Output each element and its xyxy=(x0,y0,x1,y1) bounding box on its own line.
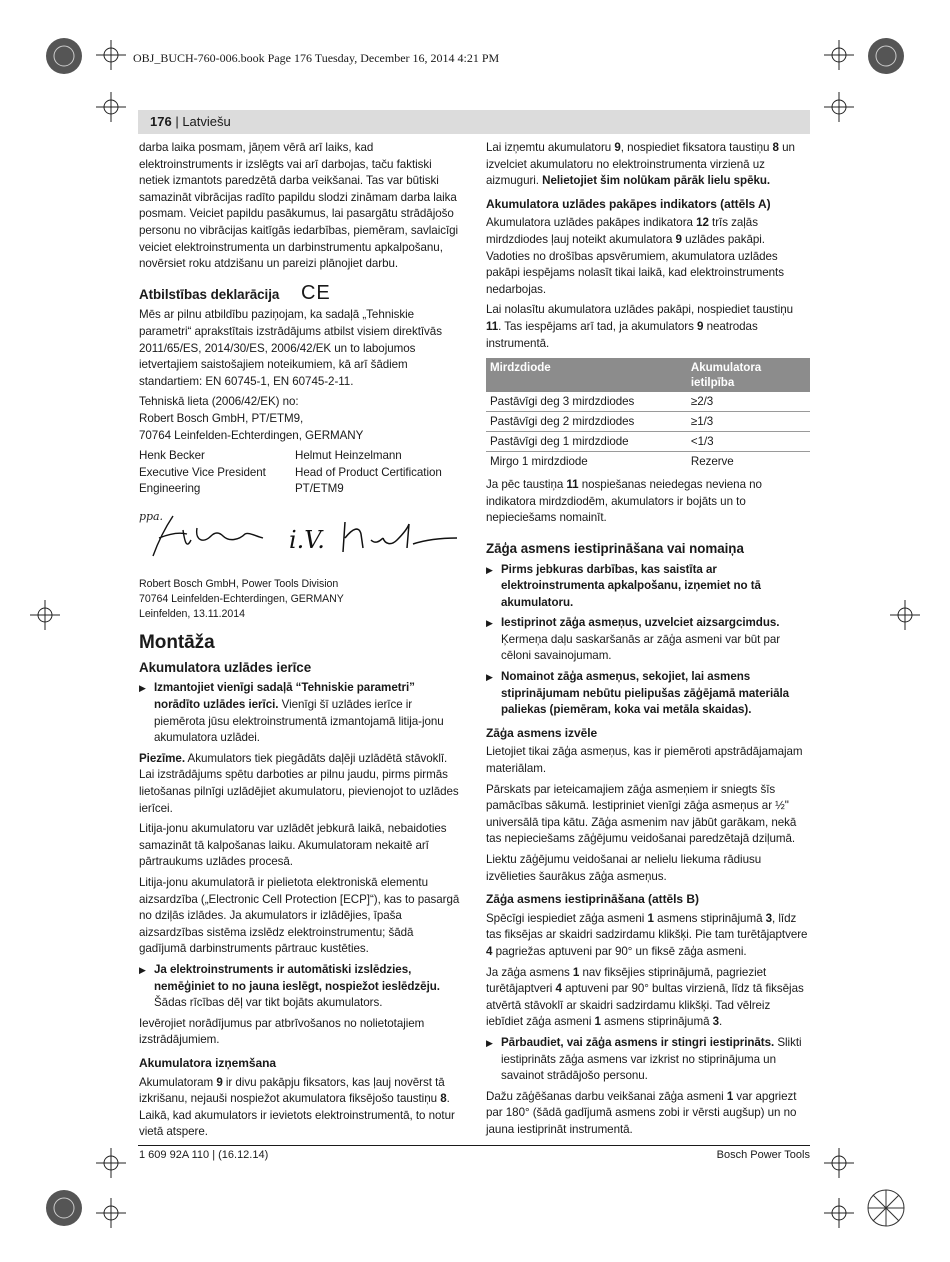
bullet-remove-battery xyxy=(486,562,810,612)
signatory-dept: PT/ETM9 xyxy=(295,482,344,496)
crosshair-mark-icon xyxy=(824,40,854,70)
heading-mount: Zāģa asmens iestiprināšana (attēls B) xyxy=(486,892,699,907)
paragraph-mount-2 xyxy=(486,965,810,1031)
heading-select: Zāģa asmens izvēle xyxy=(486,725,598,740)
signatory-title: Head of Product Certification xyxy=(295,465,442,479)
table-row xyxy=(486,432,810,452)
paragraph-declaration: Mēs ar pilnu atbildību paziņojam, ka sadaļā „Tehniskie parametri“ aprakstītais izstrādājums atbilst visiem direktīvās 2011/65/ES, 2014/30/ES, 2006/42/EK un to labojumos ietvertajiem saistošajiem noteikumiem, kā arī šādiem standartiem: EN 60745-1, EN 60745-2-11. xyxy=(139,308,442,388)
text: . xyxy=(719,1015,723,1029)
bullet-bold: Pirms jebkuras darbības, kas saistīta ar elektroinstrumenta apkalpošanu, izņemiet no tā akumulatoru. xyxy=(501,562,761,609)
paragraph-select-3: Liektu zāģējumu veidošanai ar nelielu liekuma rādiusu izvēlieties šaurākus zāģa asmeņus. xyxy=(486,853,762,883)
ref-number: 4 xyxy=(555,982,562,996)
company-line: Robert Bosch GmbH, Power Tools Division xyxy=(139,578,339,591)
bullet-text: Ķermeņa daļu saskaršanās ar zāģa asmeni var būt par cēloni savainojumam. xyxy=(501,632,781,663)
text: nav fiksējies stiprinājumā, pagrieziet turētājaptveri xyxy=(486,965,767,996)
declaration-title: Atbilstības deklarācija xyxy=(139,286,280,302)
text: . Laikā, kad akumulators ir ievietots elektroinstrumentā, to notur vietā atspere. xyxy=(139,1092,455,1139)
signatory-title: Executive Vice President xyxy=(139,465,266,479)
ref-number: 1 xyxy=(647,911,654,925)
company-address xyxy=(139,577,463,621)
column-header: Akumulatora ietilpība xyxy=(687,358,810,392)
signature-iv: i.V. xyxy=(289,525,325,554)
text: . Tas iespējams arī tad, ja akumulators xyxy=(498,319,697,333)
page-number: 176 xyxy=(150,114,172,129)
registration-mark-icon xyxy=(866,36,906,76)
table-cell: Rezerve xyxy=(690,455,734,469)
ref-number: 1 xyxy=(594,1015,601,1029)
ce-mark-icon: CE xyxy=(300,281,331,304)
print-file-info: OBJ_BUCH-760-006.book Page 176 Tuesday, December 16, 2014 4:21 PM xyxy=(133,51,500,65)
text: nospiešanas neiedegas neviena no indikatora mirdzdiodēm, akumulators ir bojāts un to nepieciešams nomainīt. xyxy=(486,478,762,525)
signatory-right xyxy=(295,448,451,498)
text: var apgriezt par 180° (šādā gadījumā asmens zobi ir vērsti augšup) un no jauna iestiprināt instrumentā. xyxy=(486,1089,797,1136)
bullet-text: Šādas rīcības dēļ var tikt bojāts akumulators. xyxy=(154,996,383,1010)
text: asmens stiprinājumā xyxy=(600,1015,713,1029)
table-row xyxy=(486,392,810,412)
signatory-dept: Engineering xyxy=(139,482,201,496)
text: Ja zāģa asmens xyxy=(486,965,573,979)
registration-mark-icon xyxy=(44,1188,84,1228)
header-text xyxy=(150,114,231,129)
paragraph-note xyxy=(139,751,463,817)
registration-mark-icon xyxy=(44,36,84,76)
footer-doc-number: 1 609 92A 110 | (16.12.14) xyxy=(139,1149,269,1161)
text: aptuveni par 90° bultas virzienā, līdz tā fiksējas atvērtā stāvoklī ar skaidri sadzirdamu klikšķi. Tad vēlreiz iebīdiet zāģa asmeni xyxy=(486,982,804,1029)
text: asmens stiprinājumā xyxy=(653,911,766,925)
paragraph-disposal: Ievērojiet norādījumus par atbrīvošanos no nolietotajiem izstrādājumiem. xyxy=(139,1016,425,1047)
header-separator: | xyxy=(171,114,183,129)
heading-montaza: Montāža xyxy=(139,632,215,654)
tech-file-line: 70764 Leinfelden-Echterdingen, GERMANY xyxy=(139,428,364,442)
ref-number: 11 xyxy=(486,319,499,333)
paragraph-removal xyxy=(139,1075,463,1141)
text: uzlādes pakāpi. Vadoties no drošības apsvērumiem, akumulatora uzlādes pakāpi iespējams nolasīt tikai laikā, kad elektroinstruments nedarbojas. xyxy=(486,232,784,296)
starburst-mark-icon xyxy=(866,1188,906,1228)
signatories xyxy=(139,448,463,498)
text: Dažu zāģēšanas darbu veikšanai zāģa asmeni xyxy=(486,1089,727,1103)
table-cell: Pastāvīgi deg 2 mirdzdiodes xyxy=(486,412,687,432)
footer-brand: Bosch Power Tools xyxy=(716,1149,810,1161)
charge-indicator-table xyxy=(486,358,810,471)
text: ir divu pakāpju fiksators, kas ļauj novērst tā izkrišanu, nejauši nospiežot akumulatora fiksējošo taustiņu xyxy=(139,1075,445,1106)
text: pagriežas aptuveni par 90° un fiksē zāģa asmeni. xyxy=(492,944,747,958)
ref-number: 9 xyxy=(614,141,621,154)
right-column xyxy=(486,140,810,1143)
ref-number: 1 xyxy=(572,965,580,979)
bullet-text: Slikti iestiprināts zāģa asmens var izkrist no stiprinājuma un savainot strādājošo personu. xyxy=(501,1035,802,1083)
ref-number: 1 xyxy=(726,1089,734,1103)
tech-file xyxy=(139,394,463,444)
table-cell: ≥2/3 xyxy=(687,392,810,412)
table-cell: ≥1/3 xyxy=(687,412,810,432)
signature-ppa: ppa. xyxy=(139,509,163,523)
text: , nospiediet fiksatora taustiņu xyxy=(620,141,773,154)
paragraph-mount-1 xyxy=(486,911,810,961)
text: neatrodas instrumentā. xyxy=(486,319,758,350)
footer-rule xyxy=(138,1145,810,1146)
crosshair-mark-icon xyxy=(30,600,60,630)
crosshair-mark-icon xyxy=(96,1198,126,1228)
bullet-check-blade xyxy=(486,1035,810,1085)
text: Lai izņemtu akumulatoru xyxy=(486,141,615,154)
text: , līdz tas fiksējas ar skaidri sadzirdamu klikšķi. Pie tam turētājaptvere xyxy=(486,911,808,942)
ref-number: 3 xyxy=(765,911,773,925)
paragraph-intro: darba laika posmam, jāņem vērā arī laiks, kad elektroinstruments ir izslēgts vai arī darbojas, taču faktiski netiek izmantots paredzētā darba veikšanai. Tas var būtiski samazināt vibrācijas radīto papildu slodzi zināmam darba laika posmam. Veiciet papildu pasākumus, lai pasargātu strādājošo personu no vibrācijas kaitīgās iedarbības, piemēram, savlaicīgi veiciet elektroinstrumenta un darbinstrumentu apkalpošanu, novērsiet roku atdzišanu un pareizi plānojiet darbu. xyxy=(139,141,459,271)
table-cell: Mirgo 1 mirdzdiode xyxy=(490,455,588,469)
left-column xyxy=(139,140,463,1145)
text: un izvelciet akumulatoru no elektroinstrumenta virzienā uz aizmuguri. xyxy=(486,141,795,188)
heading-removal: Akumulatora izņemšana xyxy=(139,1055,276,1070)
ref-number: 8 xyxy=(440,1092,447,1106)
ref-number: 9 xyxy=(697,319,704,333)
paragraph-remove-battery xyxy=(486,140,810,190)
crosshair-mark-icon xyxy=(96,40,126,70)
ref-number: 11 xyxy=(566,478,579,492)
table-cell: <1/3 xyxy=(687,432,810,452)
table-row xyxy=(486,452,810,472)
company-line: 70764 Leinfelden-Echterdingen, GERMANY xyxy=(139,593,344,606)
table-header-row xyxy=(486,358,810,392)
bullet-gloves xyxy=(486,615,810,665)
paragraph-indicator xyxy=(486,215,810,298)
bullet-bold: Iestiprinot zāģa asmeņus, uzvelciet aizsargcimdus. xyxy=(501,616,780,630)
ref-number: 8 xyxy=(772,141,779,154)
text: Akumulatoram xyxy=(139,1075,217,1089)
paragraph-liion-2: Litija-jonu akumulatorā ir pielietota elektroniskā elementu aizsardzība („Electronic Cell Protection [ECP]“), kas to pasargā no dziļās izlādes. Ja akumulators ir izlādējies, īpaša aizsardzības sistēma izslēdz elektroinstrumentu; šādā gadījumā darbinstruments pārtrauc kustēties. xyxy=(139,875,460,956)
signatory-name: Henk Becker xyxy=(139,449,205,463)
handwritten-signatures xyxy=(139,504,459,568)
signatory-name: Helmut Heinzelmann xyxy=(295,449,402,463)
heading-indicator: Akumulatora uzlādes pakāpes indikators (attēls A) xyxy=(486,196,771,211)
note-label: Piezīme. xyxy=(139,751,185,765)
paragraph-liion-1: Litija-jonu akumulatoru var uzlādēt jebkurā laikā, nebaidoties samazināt tā kalpošanas laiku. Akumulatoram nekaitē arī pārtraukums uzlādes procesā. xyxy=(139,822,447,869)
heading-declaration xyxy=(139,281,463,304)
ref-number: 9 xyxy=(675,232,682,246)
crosshair-mark-icon xyxy=(824,92,854,122)
ref-number: 4 xyxy=(486,944,493,958)
page-header xyxy=(138,110,810,134)
bullet-bold: Nomainot zāģa asmeņus, sekojiet, lai asmens stiprinājumam nebūtu pielipušas zāģējamā materiāla paliekas (piemēram, koka vai metāla skaidas). xyxy=(501,670,790,717)
text: Lai nolasītu akumulatora uzlādes pakāpi, nospiediet taustiņu xyxy=(486,303,794,317)
heading-blade: Zāģa asmens iestiprināšana vai nomaiņa xyxy=(486,540,744,556)
paragraph-select-2: Pārskats par ieteicamajiem zāģa asmeņiem ir sniegts šīs pamācības sākumā. Iestipriniet vienīgi zāģa asmeņus ar ½" universālā tipa kātu. Zāģa asmenim nav jābūt garākam, nekā tas nepieciešams zāģējumu veidošanai paredzētajā dziļumā. xyxy=(486,782,797,846)
ref-number: 12 xyxy=(696,216,709,230)
table-cell: Pastāvīgi deg 3 mirdzdiodes xyxy=(486,392,687,412)
paragraph-read-charge xyxy=(486,302,810,352)
bullet-charger xyxy=(139,680,463,746)
ref-number: 9 xyxy=(216,1075,223,1089)
tech-file-line: Tehniskā lieta (2006/42/EK) no: xyxy=(139,395,299,409)
bullet-bold: Pārbaudiet, vai zāģa asmens ir stingri iestiprināts. xyxy=(501,1035,775,1049)
text: Akumulatora uzlādes pakāpes indikatora xyxy=(486,216,697,230)
bullet-text: Vienīgi šī uzlādes ierīce ir piemērota jūsu elektroinstrumentā izmantojamā litija-jonu akumulatora uzlādei. xyxy=(154,698,444,745)
paragraph-select-1: Lietojiet tikai zāģa asmeņus, kas ir piemēroti apstrādājamajam materiālam. xyxy=(486,745,803,776)
crosshair-mark-icon xyxy=(96,92,126,122)
bullet-bold: Ja elektroinstruments ir automātiski izslēdzies, nemēģiniet to no jauna ieslēgt, nospiežot ieslēdzēju. xyxy=(154,962,440,993)
tech-file-line: Robert Bosch GmbH, PT/ETM9, xyxy=(139,411,304,425)
bullet-auto-off xyxy=(139,962,463,1012)
crosshair-mark-icon xyxy=(890,600,920,630)
header-language: Latviešu xyxy=(182,114,231,129)
signatory-left xyxy=(139,448,295,498)
note-text: Akumulators tiek piegādāts daļēji uzlādētā stāvoklī. Lai izstrādājums spētu darboties ar pilnu jaudu, pirms pirmās lietošanas pilnīgi uzlādējiet akumulatoru, pievienojot to uzlādes ierīcei. xyxy=(139,751,459,815)
paragraph-reverse-blade xyxy=(486,1089,810,1139)
bullet-bold: Izmantojiet vienīgi sadaļā “Tehniskie parametri” norādīto uzlādes ierīci. xyxy=(154,681,415,712)
bullet-clean-holder xyxy=(486,669,810,719)
text: Spēcīgi iespiediet zāģa asmeni xyxy=(486,911,648,925)
crosshair-mark-icon xyxy=(96,1148,126,1178)
crosshair-mark-icon xyxy=(824,1148,854,1178)
heading-charging: Akumulatora uzlādes ierīce xyxy=(139,659,312,675)
table-row xyxy=(486,412,810,432)
column-header: Mirdzdiode xyxy=(486,358,687,392)
paragraph-defective xyxy=(486,477,810,527)
table-cell: Pastāvīgi deg 1 mirdzdiode xyxy=(486,432,687,452)
company-line: Leinfelden, 13.11.2014 xyxy=(139,607,245,620)
warning-bold: Nelietojiet šim nolūkam pārāk lielu spēku. xyxy=(542,174,771,188)
ref-number: 3 xyxy=(712,1015,720,1029)
crosshair-mark-icon xyxy=(824,1198,854,1228)
text: trīs zaļās mirdzdiodes ļauj noteikt akumulatora xyxy=(486,216,758,246)
text: Ja pēc taustiņa xyxy=(486,478,567,492)
